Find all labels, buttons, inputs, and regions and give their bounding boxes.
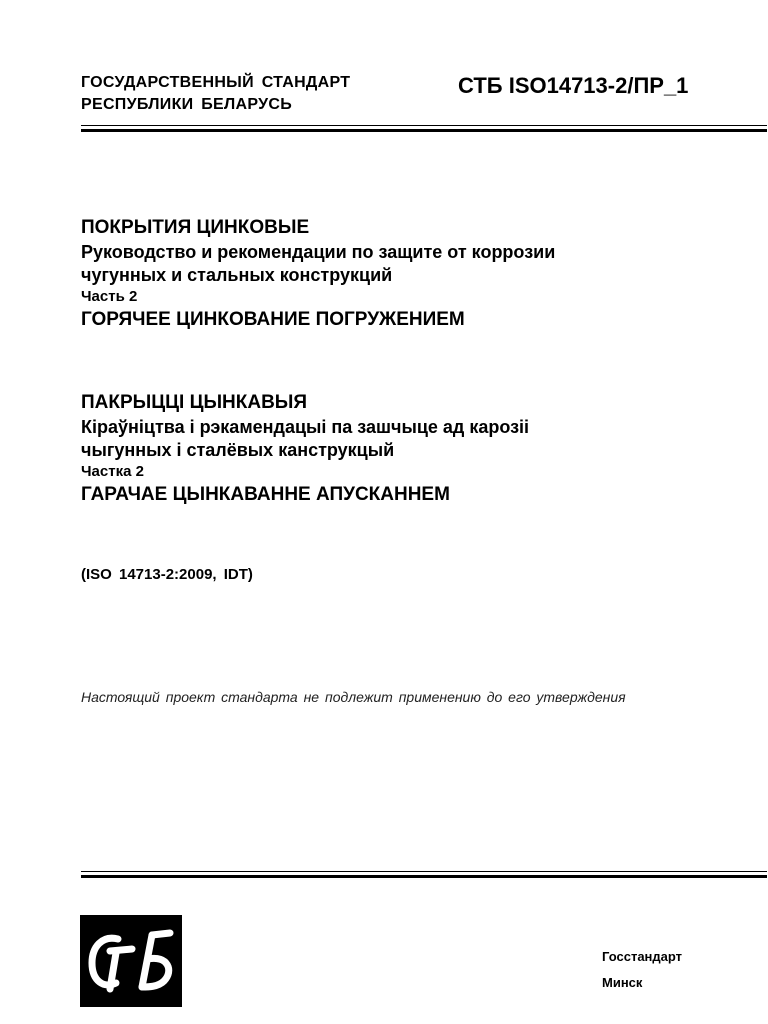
- title-by-part: Частка 2: [81, 463, 144, 480]
- footer-divider-thick: [81, 875, 767, 878]
- publisher-city: Минск: [602, 975, 643, 990]
- title-ru-part-title: ГОРЯЧЕЕ ЦИНКОВАНИЕ ПОГРУЖЕНИЕМ: [81, 309, 465, 330]
- stb-logo-icon: [80, 915, 182, 1007]
- title-ru-main: ПОКРЫТИЯ ЦИНКОВЫЕ: [81, 217, 310, 238]
- organization-line-2: РЕСПУБЛИКИ БЕЛАРУСЬ: [81, 96, 293, 113]
- title-by-subtitle-line-2: чыгунных і сталёвых канструкцый: [81, 440, 395, 460]
- issuing-organization: [81, 72, 350, 116]
- footer-divider-thin: [81, 871, 767, 872]
- title-by-subtitle-line-1: Кіраўніцтва і рэкамендацыі па зашчыце ад карозіі: [81, 417, 530, 437]
- title-ru-subtitle-line-1: Руководство и рекомендации по защите от коррозии: [81, 242, 556, 262]
- title-by-part-title: ГАРАЧАЕ ЦЫНКАВАННЕ АПУСКАННЕМ: [81, 484, 450, 505]
- title-belarusian: [81, 390, 529, 508]
- title-ru-subtitle-line-2: чугунных и стальных конструкций: [81, 265, 393, 285]
- header-divider-thick: [81, 129, 767, 132]
- title-russian: [81, 215, 555, 333]
- iso-reference: (ISO 14713-2:2009, IDT): [81, 566, 253, 583]
- standard-code: СТБ ISO14713-2/ПР_1: [458, 73, 689, 98]
- header-divider-thin: [81, 125, 767, 126]
- title-by-main: ПАКРЫЦЦІ ЦЫНКАВЫЯ: [81, 392, 308, 413]
- publisher-name: Госстандарт: [602, 949, 683, 964]
- draft-notice: Настоящий проект стандарта не подлежит применению до его утверждения: [81, 689, 626, 705]
- title-ru-part: Часть 2: [81, 288, 138, 305]
- organization-line-1: ГОСУДАРСТВЕННЫЙ СТАНДАРТ: [81, 74, 351, 91]
